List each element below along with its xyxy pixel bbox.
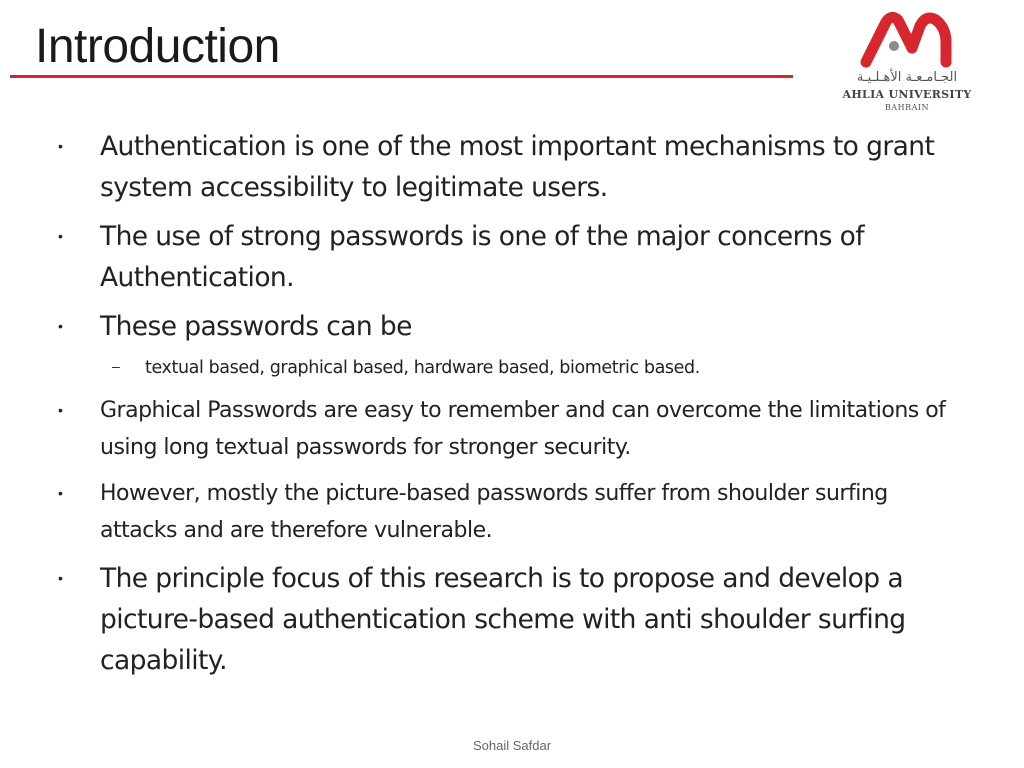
slide-title: Introduction — [35, 20, 280, 73]
bullet-item: The use of strong passwords is one of the major concerns of Authentication. — [100, 221, 865, 293]
logo-english-text: AHLIA UNIVERSITY — [842, 88, 972, 101]
logo-arabic-text: الجـامـعـة الأهـلـيـة — [856, 70, 958, 85]
logo-subtitle: BAHRAIN — [884, 103, 930, 112]
bullet-item: Graphical Passwords are easy to remember and can overcome the limitations of using long textual passwords for stronger security. — [100, 398, 946, 460]
sub-bullet-marker: – — [112, 358, 120, 374]
bullet-marker: • — [58, 228, 63, 244]
bullet-item: These passwords can be — [100, 311, 412, 342]
bullet-marker: • — [58, 485, 63, 501]
bullet-marker: • — [58, 138, 63, 154]
sub-bullet-item: textual based, graphical based, hardware based, biometric based. — [145, 358, 700, 378]
slide-footer: Sohail Safdar — [472, 738, 552, 753]
bullet-marker: • — [58, 402, 63, 418]
bullet-marker: • — [58, 318, 63, 334]
bullet-item: The principle focus of this research is to propose and develop a picture-based authentication scheme with anti shoulder surfing capability. — [100, 563, 906, 676]
bullet-marker: • — [58, 570, 63, 586]
bullet-item: Authentication is one of the most important mechanisms to grant system accessibility to legitimate users. — [100, 131, 935, 203]
bullet-item: However, mostly the picture-based passwords suffer from shoulder surfing attacks and are therefore vulnerable. — [100, 481, 888, 543]
